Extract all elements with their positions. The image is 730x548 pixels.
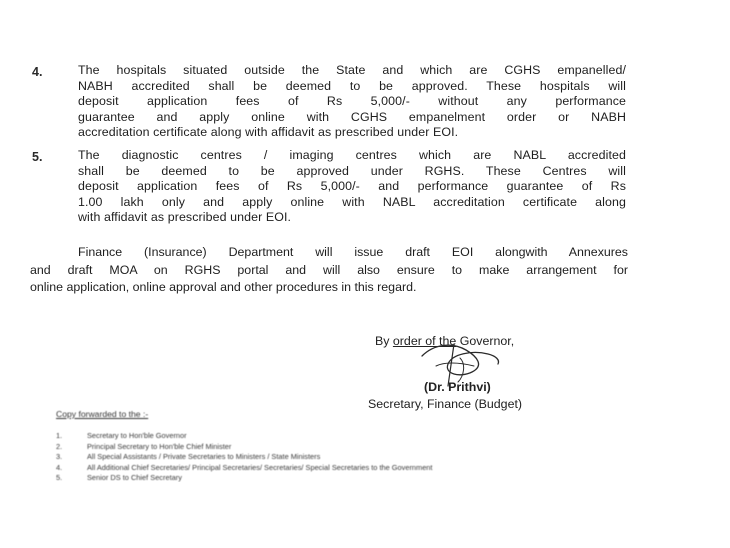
copy-list-item bbox=[56, 442, 432, 453]
paragraph-5-line: The diagnostic centres / imaging centres which are NABL accredited bbox=[78, 148, 626, 162]
copy-item-number: 1. bbox=[56, 431, 63, 440]
paragraph-4-line: accreditation certificate along with affidavit as prescribed under EOI. bbox=[78, 125, 459, 140]
closing-line: Finance (Insurance) Department will issue draft EOI alongwith Annexures bbox=[78, 245, 628, 259]
copy-item-text: All Additional Chief Secretaries/ Principal Secretaries/ Secretaries/ Special Secretaries to the Government bbox=[87, 462, 433, 472]
paragraph-5-line: shall be deemed to be approved under RGHS. These Centres will bbox=[78, 163, 626, 178]
paragraph-5-number: 5. bbox=[32, 150, 43, 164]
copy-item-text: Secretary to Hon'ble Governor bbox=[87, 431, 187, 440]
copy-item-text: All Special Assistants / Private Secretaries to Ministers / State Ministers bbox=[87, 452, 321, 462]
closing-line: online application, online approval and other procedures in this regard. bbox=[30, 280, 417, 294]
by-order-prefix: By bbox=[375, 334, 393, 348]
page-bottom-blank bbox=[0, 482, 730, 548]
copy-item-text: Principal Secretary to Hon'ble Chief Minister bbox=[87, 441, 232, 451]
paragraph-4-line: guarantee and apply online with CGHS empanelment order or NABH bbox=[78, 109, 626, 124]
signer-title: Secretary, Finance (Budget) bbox=[368, 397, 523, 411]
paragraph-5-line: deposit application fees of Rs 5,000/- and performance guarantee of Rs bbox=[78, 179, 626, 194]
copy-list bbox=[56, 431, 432, 484]
paragraph-5-line: with affidavit as prescribed under EOI. bbox=[78, 210, 292, 225]
paragraph-4-number: 4. bbox=[32, 65, 43, 79]
copy-item-number: 5. bbox=[56, 473, 63, 483]
paragraph-5 bbox=[78, 148, 626, 226]
closing-paragraph bbox=[30, 244, 628, 297]
paragraph-5-line: 1.00 lakh only and apply online with NABL accreditation certificate along bbox=[78, 194, 626, 209]
copy-forwarded-heading: Copy forwarded to the :- bbox=[56, 409, 149, 419]
copy-list-item bbox=[56, 463, 432, 474]
signer-name: (Dr. Prithvi) bbox=[424, 380, 491, 394]
copy-list-item bbox=[56, 431, 432, 442]
copy-item-number: 3. bbox=[56, 452, 63, 462]
copy-item-text: Senior DS to Chief Secretary bbox=[87, 473, 182, 483]
paragraph-4-line: NABH accredited shall be deemed to be approved. These hospitals will bbox=[78, 78, 626, 93]
copy-list-item bbox=[56, 452, 432, 463]
by-order-suffix: Governor, bbox=[456, 334, 515, 348]
copy-item-number: 4. bbox=[56, 462, 63, 472]
paragraph-4-line: The hospitals situated outside the State and which are CGHS empanelled/ bbox=[78, 63, 626, 77]
closing-line: and draft MOA on RGHS portal and will also ensure to make arrangement for bbox=[30, 262, 628, 277]
by-order-underlined: order of the bbox=[392, 334, 457, 348]
paragraph-4 bbox=[78, 63, 626, 141]
paragraph-4-line: deposit application fees of Rs 5,000/- without any performance bbox=[78, 94, 626, 109]
copy-item-number: 2. bbox=[56, 441, 63, 451]
